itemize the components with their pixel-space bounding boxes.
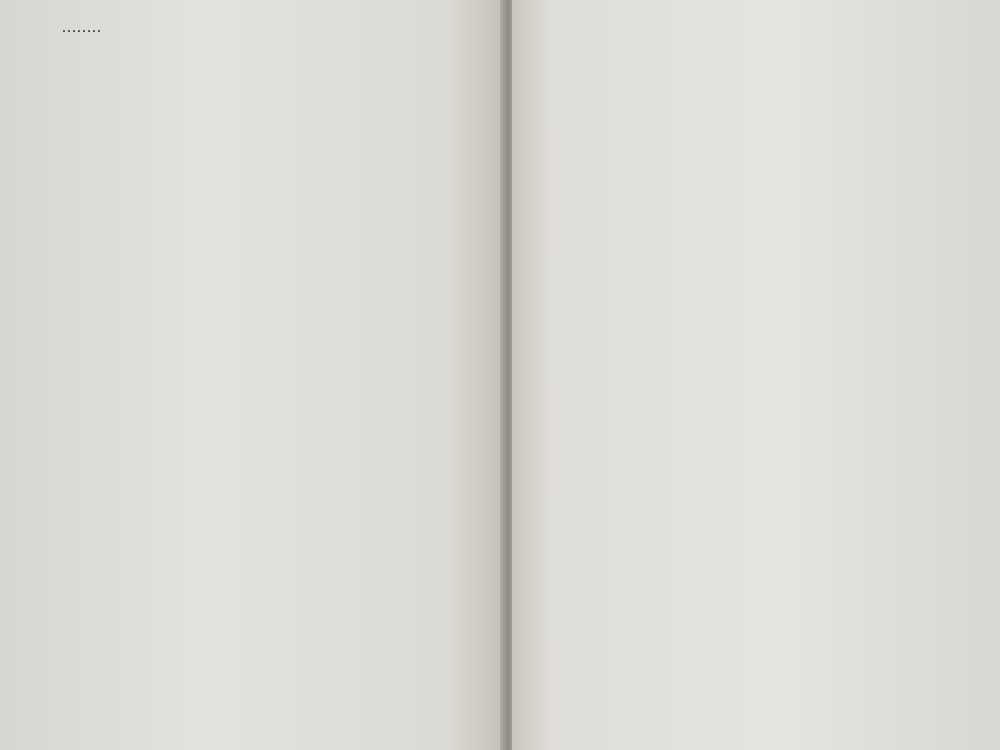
table-of-contents xyxy=(62,2,514,69)
right-page xyxy=(512,0,1000,750)
preface xyxy=(545,60,965,74)
toc-page-number xyxy=(62,2,514,16)
toc-part-heading: ........ xyxy=(62,19,102,36)
toc-page-number xyxy=(62,43,514,65)
